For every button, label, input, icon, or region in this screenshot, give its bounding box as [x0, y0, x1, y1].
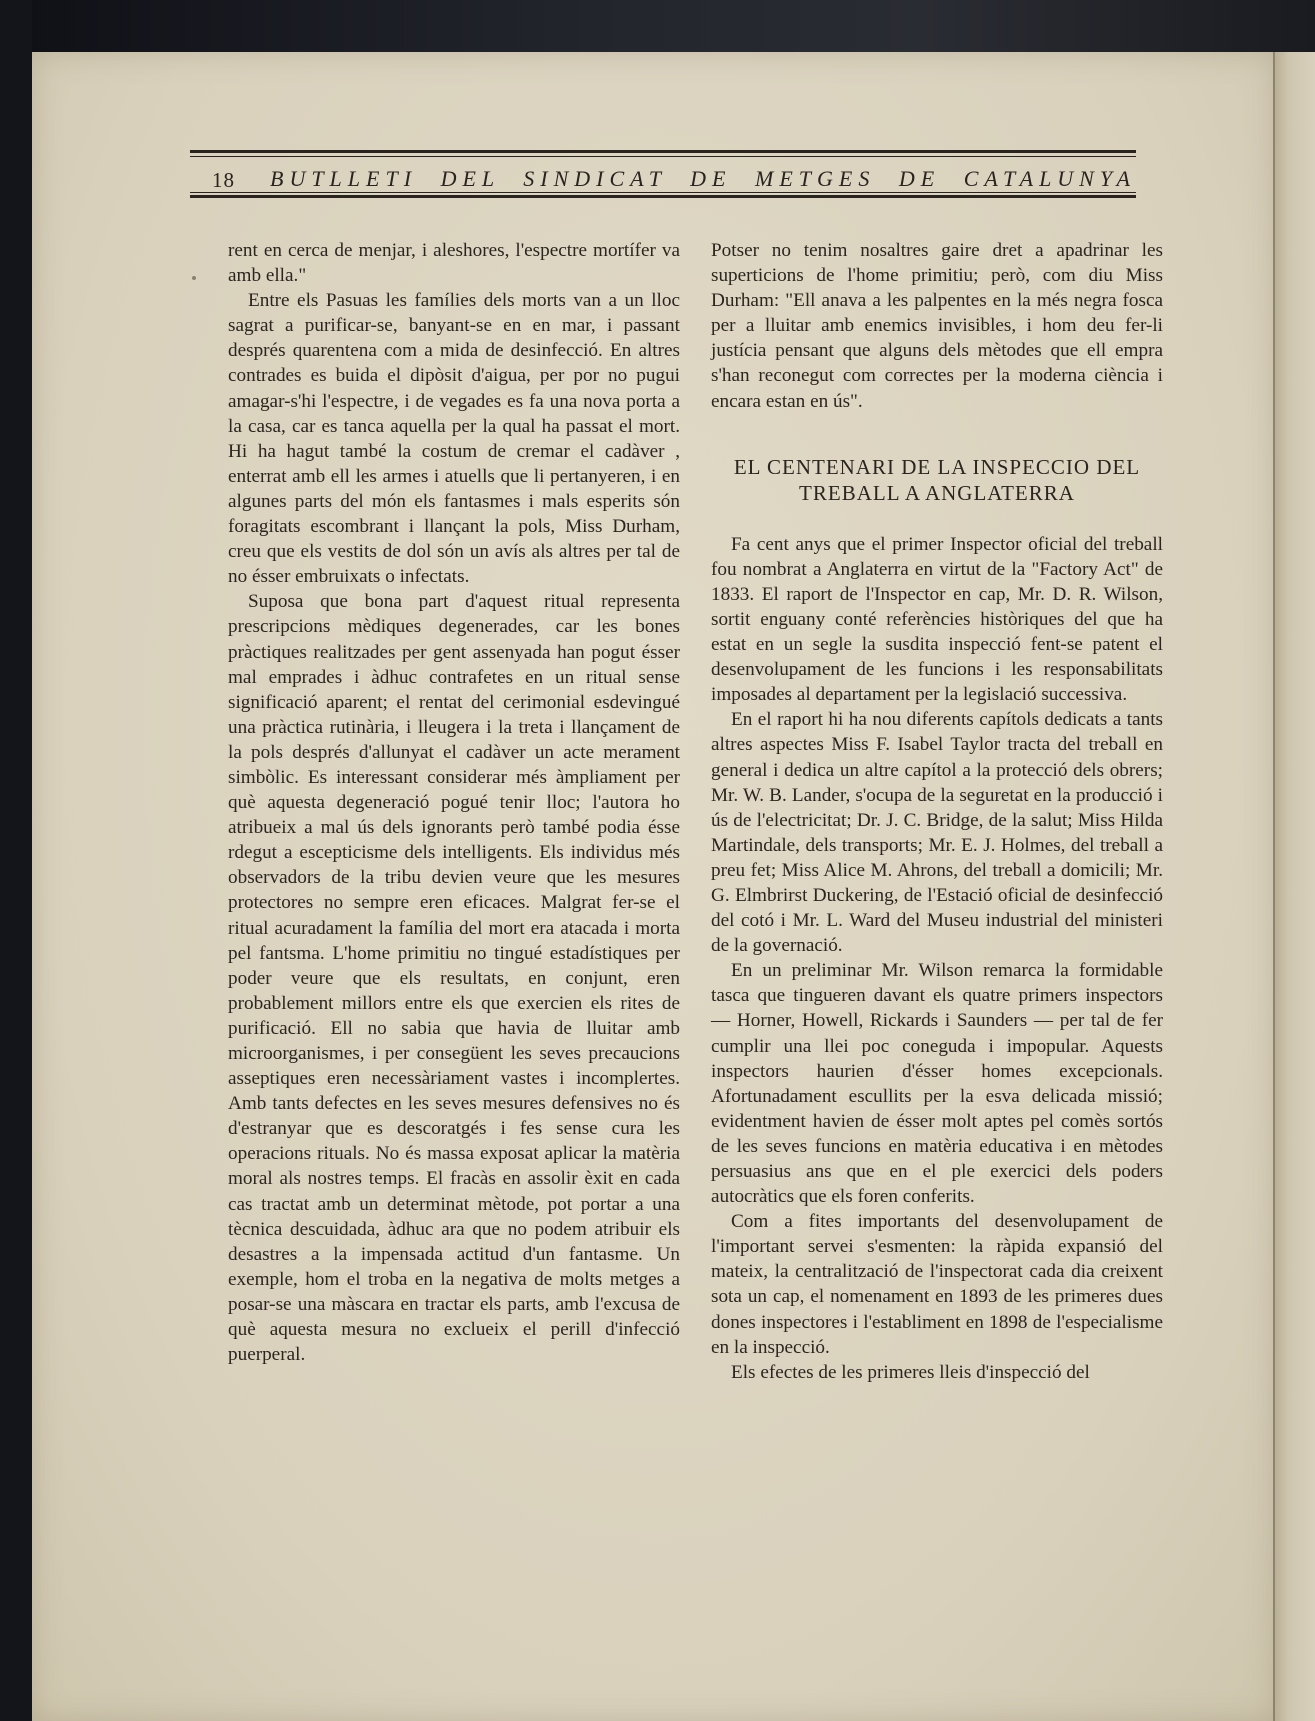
header-rule-bottom-thin	[190, 192, 1136, 193]
header-rule-top	[190, 150, 1136, 153]
section-title-line: EL CENTENARI DE LA INSPECCIO DEL	[733, 454, 1141, 479]
paragraph: Fa cent anys que el primer Inspector oficial del treball fou nombrat a Anglaterra en virtut de la "Factory Act" de 1833. El raport de l'Inspector en cap, Mr. D. R. Wilson, sortit enguany conté referències històriques del que ha estat en un segle la susdita inspecció fent-se patent el desenvolupament de les funcions i les responsabilitats imposades al departament per la legislació successiva.	[711, 533, 1163, 706]
section-title	[711, 454, 1163, 506]
scanner-edge	[0, 0, 32, 1721]
header-rule-bottom	[190, 195, 1136, 198]
left-column	[228, 238, 680, 1367]
paragraph: rent en cerca de menjar, i aleshores, l'espectre mortífer va amb ella."	[228, 240, 680, 287]
scanner-background	[0, 0, 1315, 55]
header-rule-top-thin	[190, 156, 1136, 157]
paragraph: Entre els Pasuas les famílies dels morts van a un lloc sagrat a purificar-se, banyant-se en en mar, i passant després quarentena com a mida de desinfecció. En altres contrades es buida el dipòsit d'aigua, per por no pugui amagar-s'hi l'espectre, i de vegades es fa una nova porta a la casa, car es tanca aquella per la qual ha passat el mort. Hi ha hagut també la costum de cremar el cadàver , enterrat amb ell les armes i atuells que li pertanyeren, i en algunes parts del món els fantasmes i mals esperits són foragitats escombrant i llançant la pols, Miss Durham, creu que els vestits de dol són un avís als altres per tal de no ésser embruixats o infectats.	[228, 290, 680, 588]
running-header	[190, 100, 1136, 210]
margin-mark	[192, 276, 196, 280]
paragraph: En el raport hi ha nou diferents capítols dedicats a tants altres aspectes Miss F. Isabel Taylor tracta del treball en general i dedica un altre capítol a la protecció dels obrers; Mr. W. B. Lander, s'ocupa de la seguretat en la producció i ús de l'electricitat; Dr. J. C. Bridge, de la salut; Miss Hilda Martindale, dels transports; Mr. E. J. Holmes, del treball a preu fet; Miss Alice M. Ahrons, del treball a domicili; Mr. G. Elmbrirst Duckering, de l'Estació oficial de desinfecció del cotó i Mr. L. Ward del Museu industrial del ministeri de la governació.	[711, 709, 1163, 957]
right-column	[711, 238, 1163, 1385]
paragraph: En un preliminar Mr. Wilson remarca la formidable tasca que tingueren davant els quatre primers inspectors — Horner, Howell, Rickards i Saunders — per tal de fer cumplir una llei poc coneguda i impopular. Aquests inspectors haurien d'ésser homes excepcionals. Afortunadament escullits per la esva delicada missió; evidentment havien de ésser molt aptes pel comès sortós de les seves funcions en matèria educativa i en mètodes persuasius ans que en el ple exercici dels poders autocràtics que els foren conferits.	[711, 960, 1163, 1208]
paragraph: Suposa que bona part d'aquest ritual representa prescripcions mèdiques degenerades, car les bones pràctiques realitzades per gent assenyada han pogut ésser mal emprades i àdhuc contrafetes en un ritual sense significació aparent; el rentat del cerimonial esdevingué una pràctica rutinària, i lleugera i la treta i llançament de la pols després d'allunyat el cadàver un acte merament simbòlic. Es interessant considerar més àmpliament per què aquesta degeneració pogué tenir lloc; l'autora ho atribueix a mal ús dels ignorants però també podia ésse rdegut a escepticisme dels intelligents. Els individus més observadors de la tribu devien veure que les mesures protectores no sempre eren eficaces. Malgrat fer-se el ritual acuradament la família del mort era atacada i morta pel fantsma. L'home primitiu no tingué estadístiques per poder veure que els resultats, en conjunt, eren probablement millors entre els que exercien els rites de purificació. Ell no sabia que havia de lluitar amb microorganismes, i per consegüent les seves precaucions asseptiques eren necessàriament vastes i incomplertes. Amb tants defectes en les seves mesures defensives no és d'estranyar que es descoratgés i fes sense cura les operacions rituals. No és massa exposat aplicar la matèria moral als nostres temps. El fracàs en assolir èxit en cada cas tractat amb un determinat mètode, pot portar a una tècnica descuidada, àdhuc ara que no podem atribuir els desastres a la impensada actitud d'un fantasme. Un exemple, hom el troba en la negativa de molts metges a posar-se una màscara en tractar els parts, amb l'excusa de què aquesta mesura no exclueix el perill d'infecció puerperal.	[228, 591, 680, 1366]
page-number: 18	[212, 168, 235, 192]
paragraph: Els efectes de les primeres lleis d'inspecció del	[731, 1361, 1090, 1383]
section-title-line: TREBALL A ANGLATERRA	[799, 480, 1075, 505]
paragraph: Potser no tenim nosaltres gaire dret a apadrinar les superticions de l'home primitiu; però, com diu Miss Durham: "Ell anava a les palpentes en la més negra fosca per a lluitar amb enemics invisibles, i hom deu fer-li justícia pensant que alguns dels mètodes que ell empra s'han reconegut com correctes per la moderna ciència i encara estan en ús".	[711, 240, 1163, 412]
adjacent-page-edge	[1273, 52, 1315, 1721]
journal-title: BUTLLETI DEL SINDICAT DE METGES DE CATALUNYA	[270, 166, 1136, 191]
paragraph: Com a fites importants del desenvolupament de l'important servei s'esmenten: la ràpida expansió del mateix, la centralització de l'inspectorat cada dia creixent sota un cap, el nomenament en 1893 de les primeres dues dones inspectores i l'establiment en 1898 de l'especialisme en la inspecció.	[711, 1211, 1163, 1358]
